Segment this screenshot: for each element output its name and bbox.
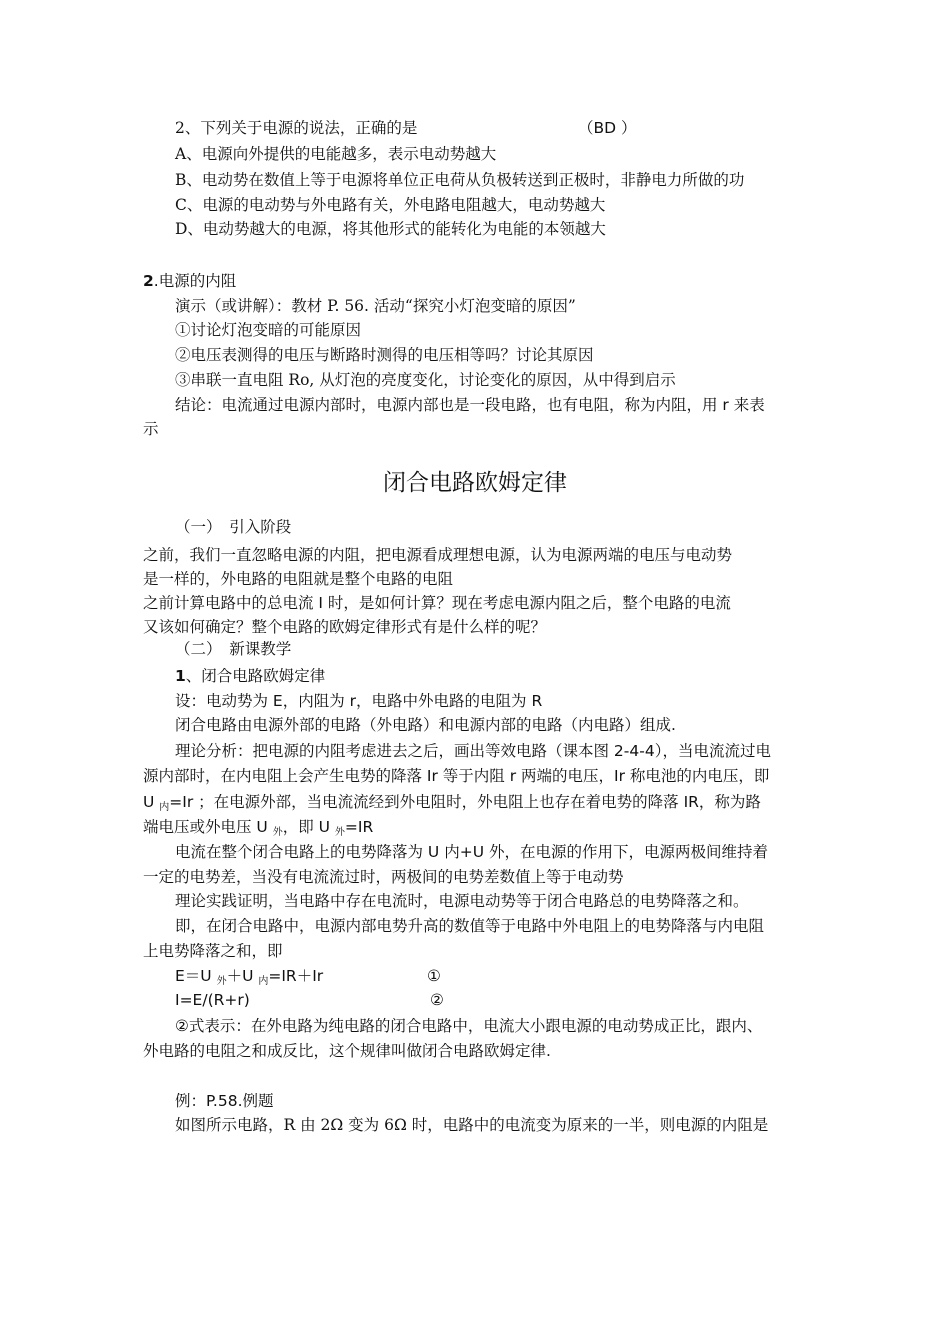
internal-heading-text: .电源的内阻	[153, 272, 237, 290]
eq1-part-c: =IR＋Ir	[268, 967, 324, 985]
subheading-text: 、闭合电路欧姆定律	[185, 667, 326, 685]
proof-line: 理论实践证明，当电路中存在电流时，电源电动势等于闭合电路总的电势降落之和。	[175, 892, 749, 910]
u-subscript-wai: 外	[272, 827, 283, 838]
newlesson-set: 设：电动势为 E，内阻为 r，电路中外电路的电阻为 R	[175, 692, 543, 710]
ie-line-2: 上电势降落之和，即	[143, 942, 283, 960]
ie-line-1: 即，在闭合电路中，电源内部电势升高的数值等于电路中外电阻上的电势降落与内电阻	[175, 917, 765, 935]
u-subscript-wai-2: 外	[334, 827, 345, 838]
internal-heading-num: 2	[143, 272, 154, 290]
newlesson-subheading	[175, 664, 325, 688]
eq1-part-a: E＝U	[175, 967, 217, 985]
example-label: 例：P.58.例题	[175, 1092, 274, 1110]
analysis-line-3-text: =Ir ；在电源外部，当电流流经到外电阻时，外电阻上也存在着电势的降落 IR，称为路	[169, 793, 761, 811]
eq1-subscript-nei: 内	[258, 976, 269, 987]
subheading-num: 1	[175, 667, 186, 685]
q2-option-a: A、电源向外提供的电能越多，表示电动势越大	[175, 145, 497, 163]
internal-item-3: ③串联一直电阻 Ro, 从灯泡的亮度变化，讨论变化的原因，从中得到启示	[175, 371, 676, 389]
law-line-1: ②式表示：在外电路为纯电路的闭合电路中，电流大小跟电源的电动势成正比，跟内、	[175, 1017, 763, 1035]
eq1-subscript-wai: 外	[216, 976, 227, 987]
q2-option-d: D、电动势越大的电源，将其他形式的能转化为电能的本领越大	[175, 220, 606, 238]
internal-item-1: ①讨论灯泡变暗的可能原因	[175, 321, 362, 339]
newlesson-heading: （二） 新课教学	[175, 640, 292, 658]
example-text: 如图所示电路，R 由 2Ω 变为 6Ω 时，电路中的电流变为原来的一半，则电源的内阻是	[175, 1116, 769, 1134]
newlesson-compose: 闭合电路由电源外部的电路（外电路）和电源内部的电路（内电路）组成.	[175, 716, 676, 734]
intro-line-4: 又该如何确定？整个电路的欧姆定律形式有是什么样的呢？	[143, 618, 547, 636]
drop-line-2: 一定的电势差，当没有电流流过时，两极间的电势差数值上等于电动势	[143, 868, 624, 886]
internal-heading	[143, 269, 236, 293]
u-symbol: U	[143, 793, 160, 811]
analysis-line-4	[143, 815, 373, 839]
equation-2-mark: ②	[430, 991, 444, 1009]
u-subscript-nei: 内	[159, 802, 170, 813]
q2-stem: 2、下列关于电源的说法，正确的是	[175, 119, 418, 137]
q2-answer: （BD ）	[578, 119, 637, 137]
analysis-line-3	[143, 790, 761, 814]
intro-line-2: 是一样的，外电路的电阻就是整个电路的电阻	[143, 570, 454, 588]
q2-option-c: C、电源的电动势与外电路有关，外电路电阻越大，电动势越大	[175, 196, 606, 214]
intro-heading: （一） 引入阶段	[175, 518, 292, 536]
law-line-2: 外电路的电阻之和成反比，这个规律叫做闭合电路欧姆定律.	[143, 1042, 551, 1060]
intro-line-3: 之前计算电路中的总电流 I 时，是如何计算？现在考虑电源内阻之后，整个电路的电流	[143, 594, 731, 612]
analysis-line-4-text-c: =IR	[344, 818, 374, 836]
eq1-part-b: ＋U	[226, 967, 259, 985]
drop-line-1: 电流在整个闭合电路上的电势降落为 U 内+U 外，在电源的作用下，电源两极间维持着	[175, 843, 768, 861]
equation-2: I=E/(R+r)	[175, 991, 250, 1009]
analysis-line-2: 源内部时，在内电阻上会产生电势的降落 Ir 等于内阻 r 两端的电压，Ir 称电池的内电压，即	[143, 767, 770, 785]
equation-1-mark: ①	[427, 967, 441, 985]
equation-1	[175, 964, 323, 988]
internal-demo: 演示（或讲解）：教材 P. 56. 活动“探究小灯泡变暗的原因”	[175, 297, 576, 315]
internal-item-2: ②电压表测得的电压与断路时测得的电压相等吗？讨论其原因	[175, 346, 594, 364]
analysis-line-4-text-a: 端电压或外电压 U	[143, 818, 273, 836]
internal-conclusion-2: 示	[143, 420, 159, 438]
q2-option-b: B、电动势在数值上等于电源将单位正电荷从负极转送到正极时，非静电力所做的功	[175, 171, 745, 189]
intro-line-1: 之前，我们一直忽略电源的内阻，把电源看成理想电源，认为电源两端的电压与电动势	[143, 546, 733, 564]
internal-conclusion-1: 结论：电流通过电源内部时，电源内部也是一段电路，也有电阻，称为内阻，用 r 来表	[175, 396, 765, 414]
page-title: 闭合电路欧姆定律	[383, 470, 567, 496]
analysis-line-1: 理论分析：把电源的内阻考虑进去之后，画出等效电路（课本图 2-4-4），当电流流过电	[175, 742, 771, 760]
analysis-line-4-text-b: ，即 U	[282, 818, 335, 836]
